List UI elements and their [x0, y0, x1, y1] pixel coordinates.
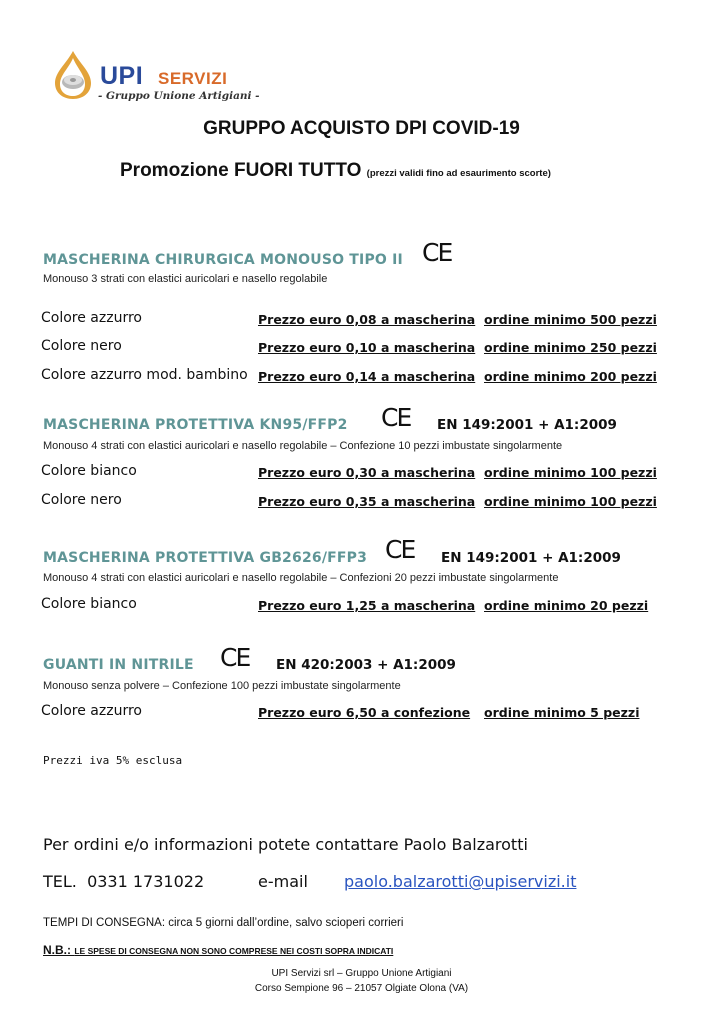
product-price: Prezzo euro 0,10 a mascherina — [258, 340, 476, 355]
product-price: Prezzo euro 0,14 a mascherina — [258, 369, 476, 384]
contact-intro: Per ordini e/o informazioni potete contattare Paolo Balzarotti — [43, 835, 528, 854]
section-title-surgical-mask: MASCHERINA CHIRURGICA MONOUSO TIPO II — [43, 252, 403, 268]
product-variant-label: Colore azzurro — [41, 703, 142, 719]
section-description: Monouso 4 strati con elastici auricolari e nasello regolabile – Confezione 10 pezzi imbustate singolarmente — [43, 440, 563, 452]
ce-mark-icon: CE — [220, 643, 250, 672]
contact-phone — [43, 872, 204, 891]
footer-address: Corso Sempione 96 – 21057 Olgiate Olona (VA) — [254, 983, 469, 994]
product-minimum-order: ordine minimo 100 pezzi — [484, 494, 657, 509]
product-price: Prezzo euro 1,25 a mascherina — [258, 598, 476, 613]
product-price: Prezzo euro 0,08 a mascherina — [258, 312, 476, 327]
email-label: e-mail — [258, 872, 308, 891]
product-minimum-order: ordine minimo 100 pezzi — [484, 465, 657, 480]
product-variant-label: Colore azzurro mod. bambino — [41, 367, 248, 383]
vat-note: Prezzi iva 5% esclusa — [43, 754, 183, 767]
section-description: Monouso 4 strati con elastici auricolari e nasello regolabile – Confezioni 20 pezzi imbustate singolarmente — [43, 572, 559, 584]
company-logo — [50, 48, 260, 104]
nb-note — [43, 943, 393, 957]
product-variant-label: Colore nero — [41, 492, 122, 508]
page-title: GRUPPO ACQUISTO DPI COVID-19 — [203, 118, 520, 139]
ce-mark-icon: CE — [381, 403, 411, 432]
drop-logo-icon — [52, 50, 94, 100]
subtitle-note: (prezzi validi fino ad esaurimento scorte) — [366, 168, 551, 179]
section-norm: EN 420:2003 + A1:2009 — [276, 657, 456, 673]
product-variant-label: Colore bianco — [41, 463, 137, 479]
logo-servizi-text: SERVIZI — [158, 69, 228, 88]
section-title-ffp3-mask: MASCHERINA PROTETTIVA GB2626/FFP3 — [43, 550, 368, 566]
nb-text: LE SPESE DI CONSEGNA NON SONO COMPRESE NEI COSTI SOPRA INDICATI — [74, 946, 394, 956]
product-minimum-order: ordine minimo 200 pezzi — [484, 369, 657, 384]
product-minimum-order: ordine minimo 250 pezzi — [484, 340, 657, 355]
section-norm: EN 149:2001 + A1:2009 — [441, 550, 621, 566]
product-variant-label: Colore nero — [41, 338, 122, 354]
footer-company: UPI Servizi srl – Gruppo Unione Artigiani — [271, 968, 452, 979]
product-minimum-order: ordine minimo 500 pezzi — [484, 312, 657, 327]
section-description: Monouso 3 strati con elastici auricolari e nasello regolabile — [43, 273, 328, 285]
product-price: Prezzo euro 6,50 a confezione — [258, 705, 471, 720]
product-price: Prezzo euro 0,35 a mascherina — [258, 494, 476, 509]
product-variant-label: Colore bianco — [41, 596, 137, 612]
phone-number: 0331 1731022 — [87, 872, 205, 891]
ce-mark-icon: CE — [385, 535, 415, 564]
email-link[interactable]: paolo.balzarotti@upiservizi.it — [344, 872, 577, 891]
section-norm: EN 149:2001 + A1:2009 — [437, 417, 617, 433]
product-minimum-order: ordine minimo 5 pezzi — [484, 705, 640, 720]
delivery-note: TEMPI DI CONSEGNA: circa 5 giorni dall’ordine, salvo scioperi corrieri — [43, 917, 404, 929]
section-description: Monouso senza polvere – Confezione 100 pezzi imbustate singolarmente — [43, 680, 401, 692]
phone-label: TEL. — [43, 872, 77, 891]
logo-upi-text: UPI — [100, 62, 144, 90]
product-variant-label: Colore azzurro — [41, 310, 142, 326]
ce-mark-icon: CE — [422, 238, 452, 267]
section-title-kn95-mask: MASCHERINA PROTETTIVA KN95/FFP2 — [43, 417, 348, 433]
nb-label: N.B.: — [43, 943, 71, 957]
logo-tagline: - Gruppo Unione Artigiani - — [98, 90, 260, 102]
product-minimum-order: ordine minimo 20 pezzi — [484, 598, 649, 613]
subtitle-text: Promozione FUORI TUTTO — [120, 160, 362, 181]
product-price: Prezzo euro 0,30 a mascherina — [258, 465, 476, 480]
page-subtitle — [120, 160, 551, 182]
section-title-nitrile-gloves: GUANTI IN NITRILE — [43, 657, 194, 673]
